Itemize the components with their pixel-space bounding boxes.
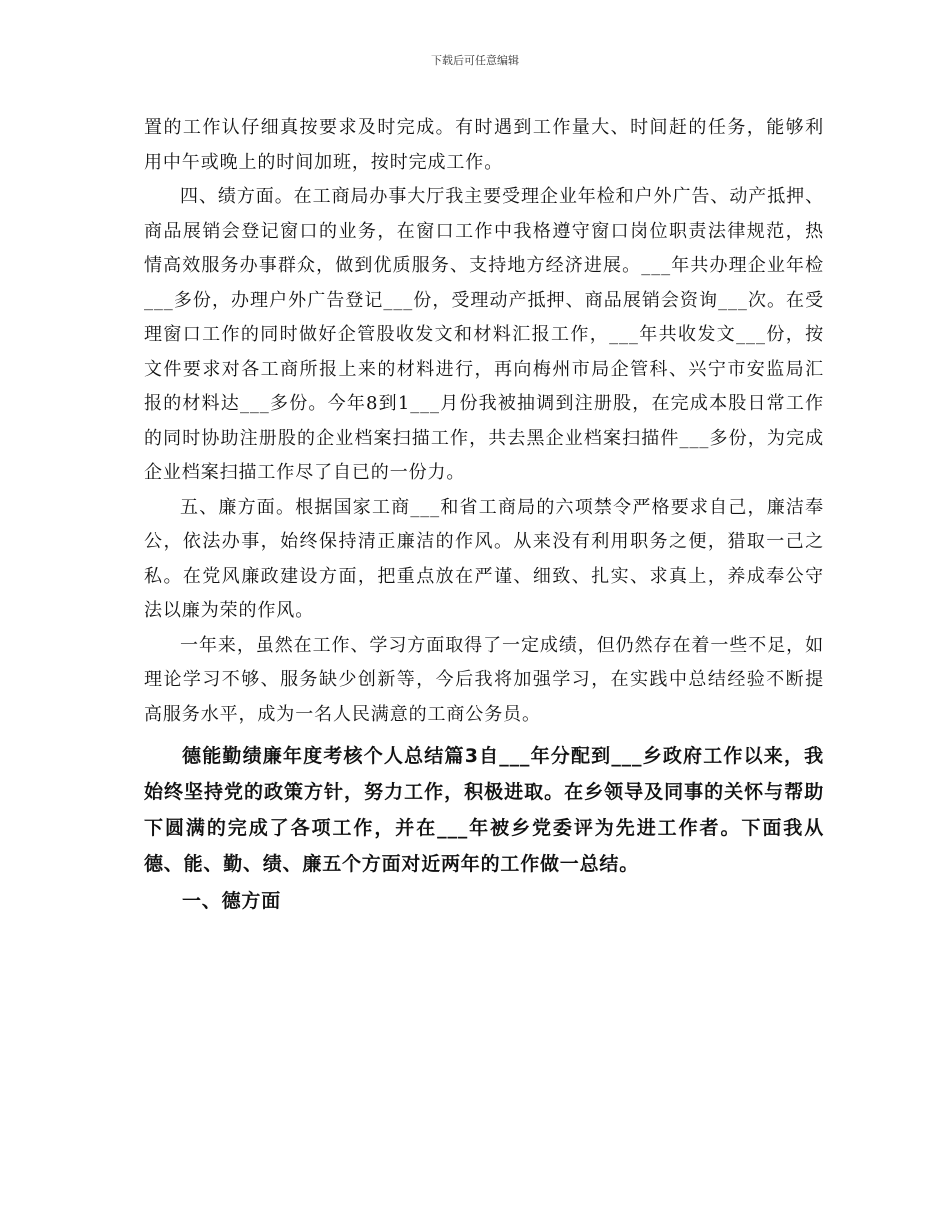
paragraph-conclusion: 一年来，虽然在工作、学习方面取得了一定成绩，但仍然存在着一些不足，如理论学习不够、服务缺少创新等，今后我将加强学习，在实践中总结经验不断提高服务水平，成为一名人民满意的工商公务员。: [144, 634, 824, 725]
section-heading-morality: 一、德方面: [182, 890, 282, 912]
paragraph-section-3-intro: 德能勤绩廉年度考核个人总结篇3自___年分配到___乡政府工作以来，我始终坚持党的政策方针，努力工作，积极进取。在乡领导及同事的关怀与帮助下圆满的完成了各项工作，并在___年被乡党委评为先进工作者。下面我从德、能、勤、绩、廉五个方面对近两年的工作做一总结。: [144, 745, 824, 875]
paragraph-performance: 四、绩方面。在工商局办事大厅我主要受理企业年检和户外广告、动产抵押、商品展销会登记窗口的业务，在窗口工作中我格遵守窗口岗位职责法律规范，热情高效服务办事群众，做到优质服务、支持地方经济进展。___年共办理企业年检___多份，办理户外广告登记___份，受理动产抵押、商品展销会资询___次。在受理窗口工作的同时做好企管股收发文和材料汇报工作，___年共收发文___份，按文件要求对各工商所报上来的材料进行，再向梅州市局企管科、兴宁市安监局汇报的材料达___多份。今年8到1___月份我被抽调到注册股，在完成本股日常工作的同时协助注册股的企业档案扫描工作，共去黑企业档案扫描件___多份，为完成企业档案扫描工作尽了自已的一份力。: [144, 186, 824, 483]
paragraph-continuation: 置的工作认仔细真按要求及时完成。有时遇到工作量大、时间赶的任务，能够利用中午或晚上的时间加班，按时完成工作。: [144, 117, 824, 173]
page-header: 下载后可任意编辑: [431, 54, 519, 67]
document-body: [144, 111, 824, 919]
paragraph-integrity: 五、廉方面。根据国家工商___和省工商局的六项禁令严格要求自己，廉洁奉公，依法办事，始终保持清正廉洁的作风。从来没有利用职务之便，猎取一己之私。在党风廉政建设方面，把重点放在严谨、细致、扎实、求真上，养成奉公守法以廉为荣的作风。: [144, 496, 824, 621]
